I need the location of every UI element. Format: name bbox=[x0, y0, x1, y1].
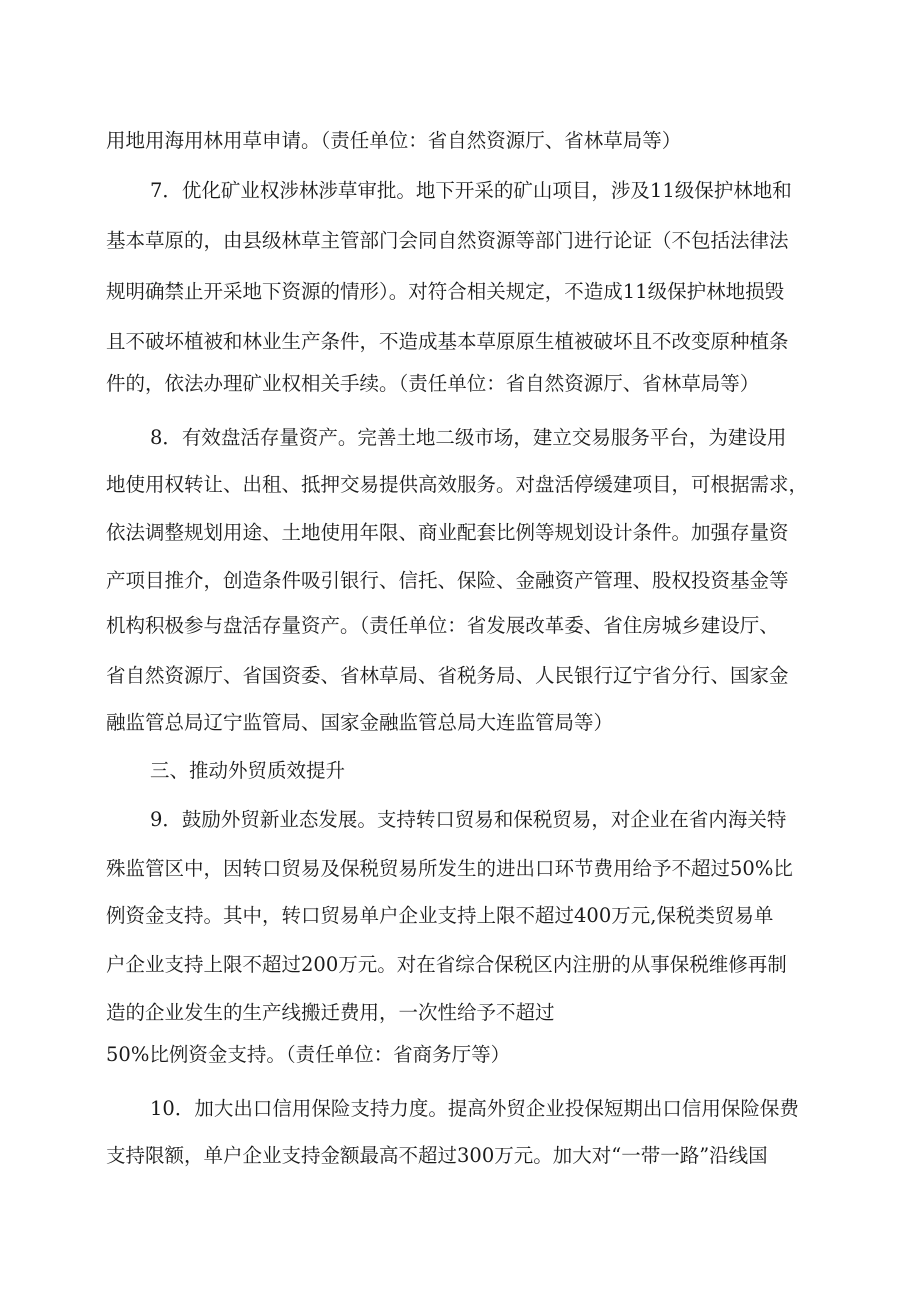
text-line bbox=[0, 423, 920, 453]
line-text: 依法调整规划用途、土地使用年限、商业配套比例等规划设计条件。加强存量资 bbox=[106, 521, 789, 544]
line-text: 造的企业发生的生产线搬迁费用，一次性给予不超过 bbox=[106, 1001, 555, 1024]
text-line bbox=[0, 470, 920, 500]
line-text: 例资金支持。其中，转口贸易单户企业支持上限不超过400万元,保税类贸易单 bbox=[106, 904, 774, 927]
text-line bbox=[0, 226, 920, 256]
line-text: 件的，依法办理矿业权相关手续。（责任单位：省自然资源厅、省林草局等） bbox=[106, 372, 760, 395]
line-text: 融监管总局辽宁监管局、国家金融监管总局大连监管局等） bbox=[106, 711, 614, 734]
text-line bbox=[0, 369, 920, 399]
line-text: 且不破坏植被和林业生产条件，不造成基本草原原生植被破坏且不改变原种植条 bbox=[106, 330, 789, 353]
text-line bbox=[0, 661, 920, 691]
line-text: 机构积极参与盘活存量资产。（责任单位：省发展改革委、省住房城乡建设厅、 bbox=[106, 614, 779, 637]
text-line bbox=[0, 176, 920, 206]
text-line bbox=[0, 1141, 920, 1171]
text-line bbox=[0, 277, 920, 307]
text-line bbox=[0, 901, 920, 931]
line-text: 规明确禁止开采地下资源的情形）。对符合相关规定，不造成11级保护林地损毁 bbox=[106, 280, 785, 303]
line-text: 支持限额，单户企业支持金额最高不超过300万元。加大对“一带一路”沿线国 bbox=[106, 1144, 768, 1167]
section-heading bbox=[0, 756, 920, 786]
line-text: 8．有效盘活存量资产。完善土地二级市场，建立交易服务平台，为建设用 bbox=[150, 426, 787, 449]
line-text: 用地用海用林用草申请。（责任单位：省自然资源厅、省林草局等） bbox=[106, 129, 682, 152]
line-text: 户企业支持上限不超过200万元。对在省综合保税区内注册的从事保税维修再制 bbox=[106, 953, 787, 976]
line-text: 基本草原的，由县级林草主管部门会同自然资源等部门进行论证（不包括法律法 bbox=[106, 229, 789, 252]
line-text: 三、推动外贸质效提升 bbox=[150, 759, 346, 782]
text-line bbox=[0, 126, 920, 156]
text-line bbox=[0, 708, 920, 738]
text-line bbox=[0, 611, 920, 641]
line-text: 省自然资源厅、省国资委、省林草局、省税务局、人民银行辽宁省分行、国家金 bbox=[106, 664, 789, 687]
line-text: 7．优化矿业权涉林涉草审批。地下开采的矿山项目，涉及11级保护林地和 bbox=[150, 179, 792, 202]
text-line bbox=[0, 518, 920, 548]
text-line bbox=[0, 998, 920, 1028]
text-line bbox=[0, 950, 920, 980]
line-text: 产项目推介，创造条件吸引银行、信托、保险、金融资产管理、股权投资基金等 bbox=[106, 569, 789, 592]
line-text: 50%比例资金支持。（责任单位：省商务厅等） bbox=[106, 1043, 511, 1066]
text-line bbox=[0, 566, 920, 596]
line-text: 10．加大出口信用保险支持力度。提高外贸企业投保短期出口信用保险保费 bbox=[150, 1097, 799, 1120]
text-line bbox=[0, 805, 920, 835]
line-text: 殊监管区中，因转口贸易及保税贸易所发生的进出口环节费用给予不超过50%比 bbox=[106, 857, 793, 880]
text-line bbox=[0, 854, 920, 884]
text-line bbox=[0, 1040, 920, 1070]
line-text: 9．鼓励外贸新业态发展。支持转口贸易和保税贸易，对企业在省内海关特 bbox=[150, 808, 787, 831]
text-line bbox=[0, 327, 920, 357]
line-text: 地使用权转让、出租、抵押交易提供高效服务。对盘活停缓建项目，可根据需求， bbox=[106, 473, 809, 496]
text-line bbox=[0, 1094, 920, 1124]
